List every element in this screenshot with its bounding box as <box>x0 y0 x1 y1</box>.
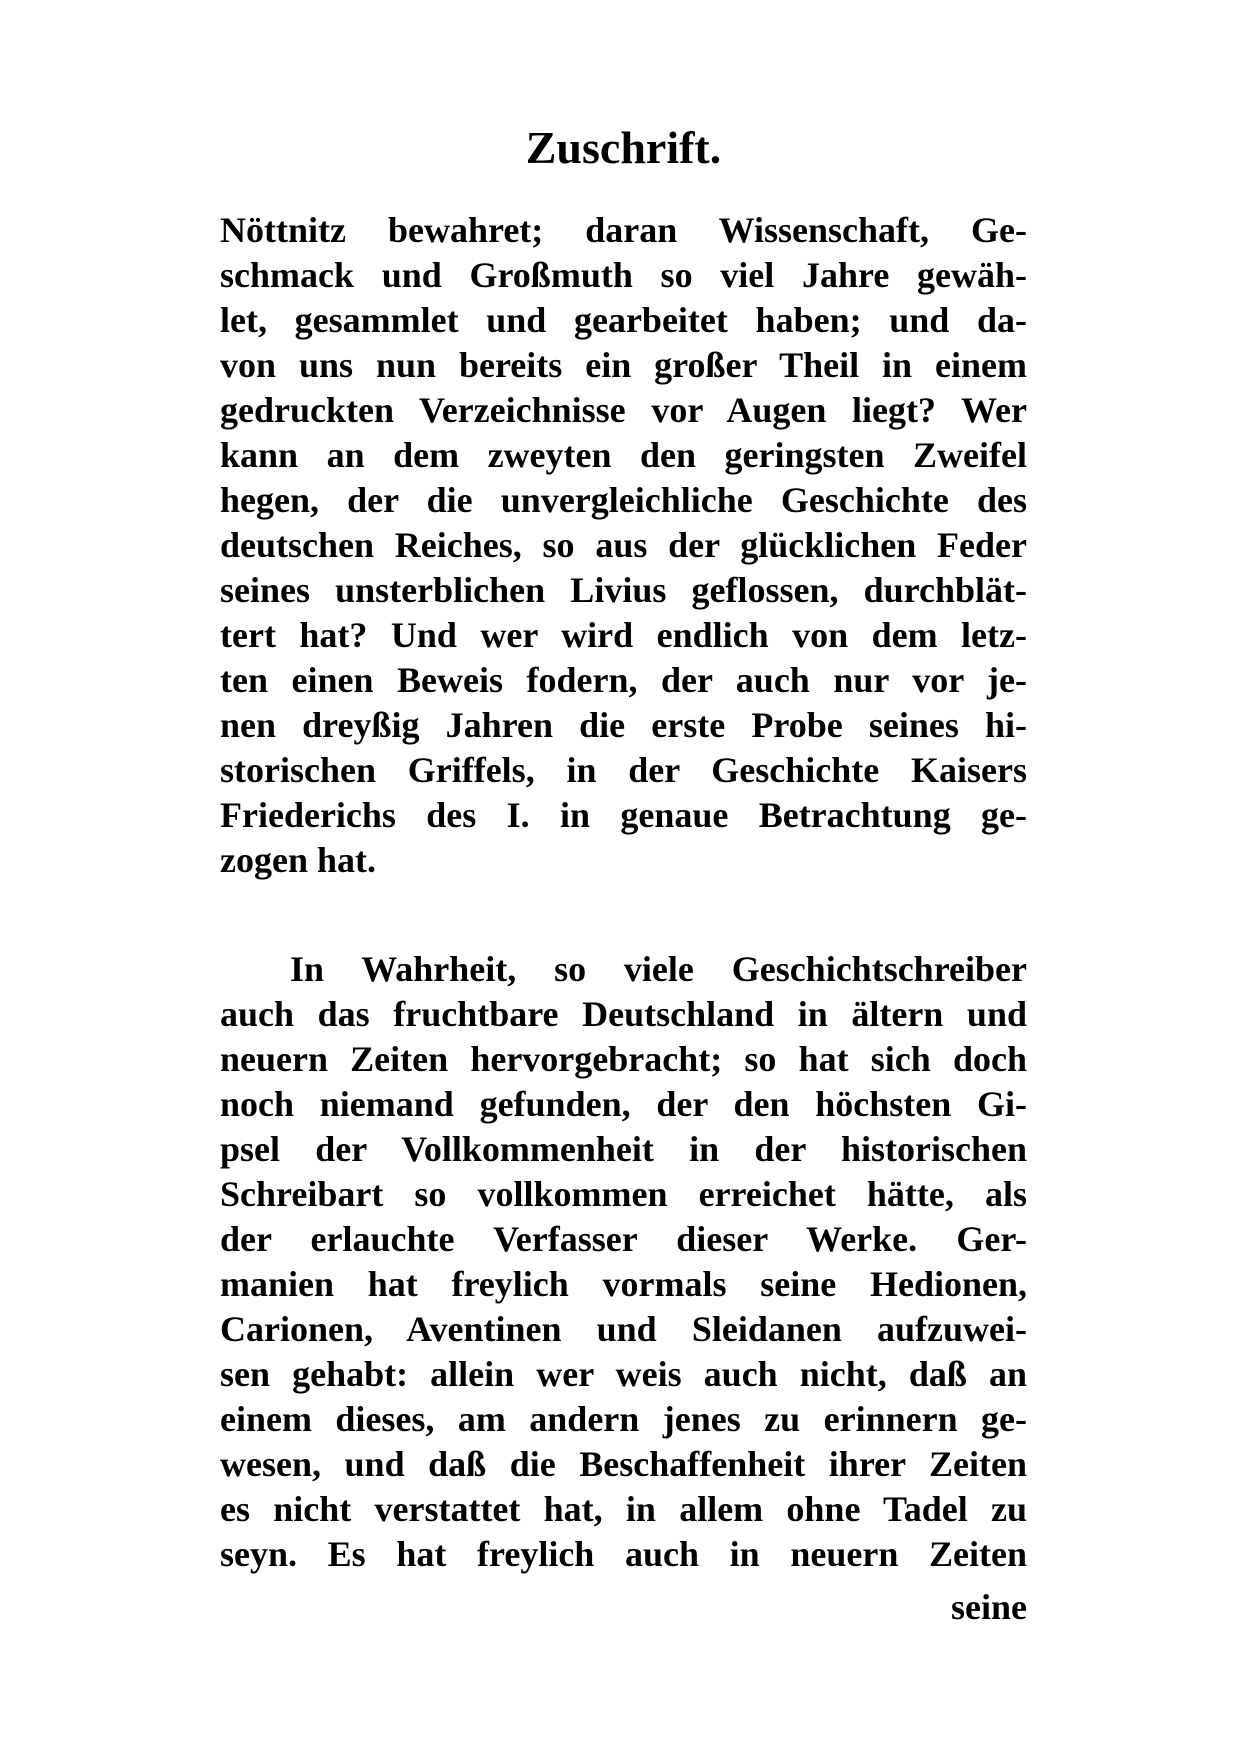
text-line: sen gehabt: allein wer weis auch nicht, daß an <box>220 1354 1027 1394</box>
text-line: auch das fruchtbare Deutschland in ältern und <box>220 994 1027 1034</box>
paragraph-2 <box>220 947 1027 1577</box>
text-line: der erlauchte Verfasser dieser Werke. Ger- <box>220 1219 1027 1259</box>
text-line: von uns nun bereits ein großer Theil in einem <box>220 345 1027 385</box>
text-line: Schreibart so vollkommen erreichet hätte, als <box>220 1174 1027 1214</box>
text-line: seines unsterblichen Livius geflossen, durchblät- <box>220 570 1027 610</box>
text-line: seyn. Es hat freylich auch in neuern Zeiten <box>220 1534 1027 1574</box>
text-line: einem dieses, am andern jenes zu erinnern ge- <box>220 1399 1027 1439</box>
text-line: storischen Griffels, in der Geschichte Kaisers <box>220 750 1027 790</box>
text-line: tert hat? Und wer wird endlich von dem letz- <box>220 615 1027 655</box>
text-line: kann an dem zweyten den geringsten Zweifel <box>220 435 1027 475</box>
text-line: manien hat freylich vormals seine Hedionen, <box>220 1264 1027 1304</box>
text-line: noch niemand gefunden, der den höchsten Gi- <box>220 1084 1027 1124</box>
text-line: gedruckten Verzeichnisse vor Augen liegt? Wer <box>220 390 1027 430</box>
text-line: Carionen, Aventinen und Sleidanen aufzuwei- <box>220 1309 1027 1349</box>
text-line: nen dreyßig Jahren die erste Probe seines hi- <box>220 705 1027 745</box>
text-line: wesen, und daß die Beschaffenheit ihrer Zeiten <box>220 1444 1027 1484</box>
text-line: psel der Vollkommenheit in der historischen <box>220 1129 1027 1169</box>
text-line: deutschen Reiches, so aus der glücklichen Feder <box>220 525 1027 565</box>
text-line: Friederichs des I. in genaue Betrachtung ge- <box>220 795 1027 835</box>
text-line: In Wahrheit, so viele Geschichtschreiber <box>290 949 1027 989</box>
text-line: Nöttnitz bewahret; daran Wissenschaft, Ge- <box>220 210 1027 250</box>
text-line: let, gesammlet und gearbeitet haben; und da- <box>220 300 1027 340</box>
text-line: ten einen Beweis fodern, der auch nur vor je- <box>220 660 1027 700</box>
text-line: es nicht verstattet hat, in allem ohne Tadel zu <box>220 1489 1027 1529</box>
paragraph-1 <box>220 208 1027 883</box>
running-head: Zuschrift. <box>525 122 722 173</box>
text-line: hegen, der die unvergleichliche Geschichte des <box>220 480 1027 520</box>
text-line: zogen hat. <box>220 840 376 880</box>
catchword: seine <box>951 1587 1027 1627</box>
text-line: schmack und Großmuth so viel Jahre gewäh- <box>220 255 1027 295</box>
text-line: neuern Zeiten hervorgebracht; so hat sich doch <box>220 1039 1027 1079</box>
